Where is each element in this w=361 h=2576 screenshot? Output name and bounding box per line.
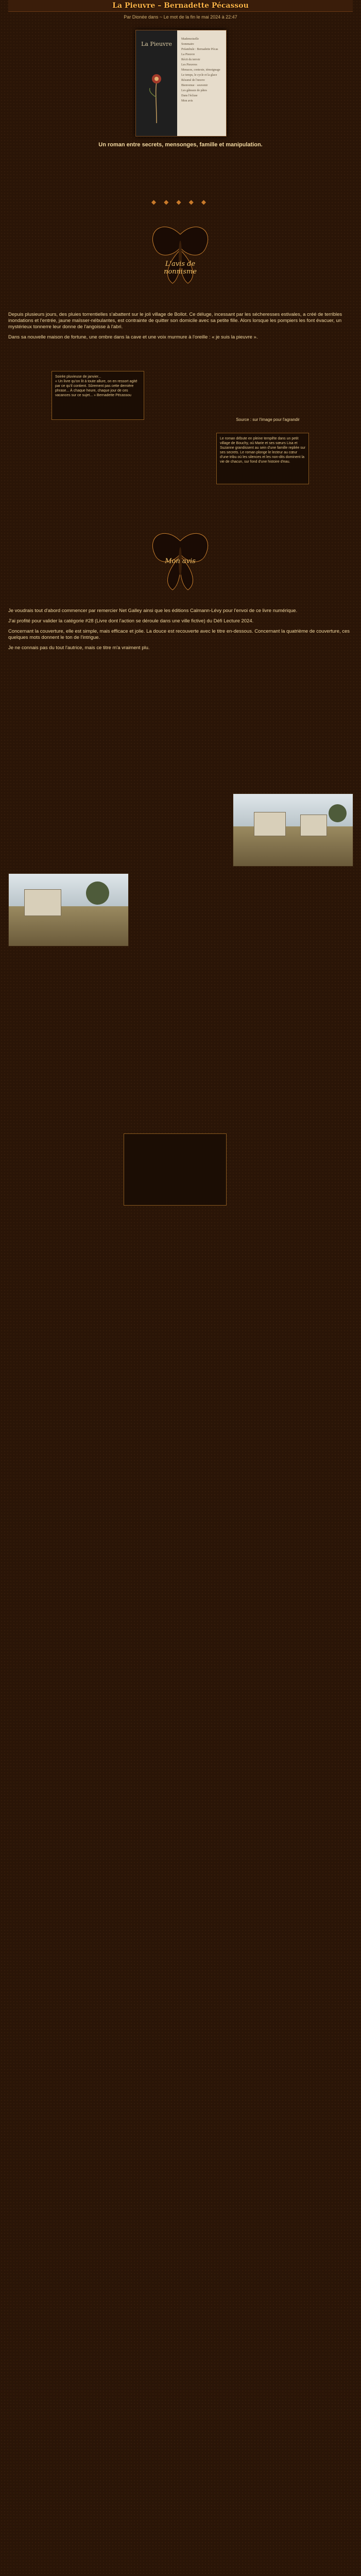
book-title: La Pieuvre [141,41,172,47]
quote-text: Soirée pluvieuse de janvier... « Un livre qu'on lit à toute allure, on en ressort agité par ce qu'il contient. Sûrement pas cette dernière phrase... À chaque heure, chaque jour de ces vacances sur ce sujet... » Bernadette Pécassou [55,375,137,397]
review-paragraph-3: Concernant la couverture, elle est simple, mais efficace et jolie. La douce est recouverte avec le titre en-dessous. Concernant la quatrième de couverture, ces quelques mots donnent le ton de l'intrigue. [8,629,350,640]
book-cover-front [136,30,177,136]
post-meta: Par Dionée dans ~ Le mot de la fin le mai 2024 à 22:47 [124,14,237,20]
toc-item: Menaces, contexte, témoignage [181,69,220,72]
divider-flourish: ◆ ◆ ◆ ◆ ◆ [151,198,210,206]
section-heading-avis: L'avis de nonnisme [164,260,197,276]
photo-house [254,812,286,836]
post-title[interactable]: La Pieuvre – Bernadette Pécassou [112,2,249,10]
review-paragraph-1: Je voudrais tout d'abord commencer par remercier Net Galley ainsi que les éditions Calmann-Lévy pour l'envoi de ce livre numérique. [8,608,298,614]
toc-item: La Pieuvre [181,53,195,56]
toc-item: Bienvenue · souvenir [181,84,208,87]
quote-box-caption: Source : sur l'image pour l'agrandir [236,417,300,422]
review-paragraph-2: J'ai profité pour valider la catégorie #28 (Livre dont l'action se déroule dans une ville fictive) du Défi Lecture 2024. [8,618,254,624]
synopsis-paragraph-2: Dans sa nouvelle maison de fortune, une ombre dans la cave et une voix murmure à l'oreille : « je suis la pieuvre ». [8,334,258,340]
review-section [8,608,353,655]
toc-item: Préambule : Bernadette Pécas [181,48,218,51]
flower-illustration-icon [144,61,169,123]
synopsis-section [8,312,353,345]
photo-water [233,826,353,866]
intro-caption: Un roman entre secrets, mensonges, famille et manipulation. [98,142,263,148]
toc-item: Les gâteaux de pâtes [181,89,207,92]
post-header [8,0,353,12]
synopsis-paragraph-1: Depuis plusieurs jours, des pluies torrentielles s'abattent sur le joli village de Bollot. Ce déluge, incessant par les sécheresses estivales, a créé de terribles inondations et l'entrée, jaune maïsser-nébulantes, est contrainte de quitter son domicile avec sa petite fille. Alors lorsque les pompiers les font évacuer, un mystérieux tonnerre leur donne de l'angoisse à l'abri. [8,312,342,330]
toc-item: Le temps, le cycle et la glace [181,74,217,77]
toc-item: Résumé de l'œuvre [181,79,205,82]
photo-house [300,815,327,836]
quote-box-author [51,371,144,420]
toc-item: Mademoiselle [181,38,199,41]
toc-item: Les Pieuvres [181,63,197,66]
quote-box-lower [124,1133,227,1206]
review-paragraph-4: Je ne connais pas du tout l'autrice, mais ce titre m'a vraiment plu. [8,645,150,651]
toc-item: Dans l'écluse [181,94,198,97]
book-cover-image[interactable] [135,30,227,137]
quote-box-excerpt [216,433,309,484]
excerpt-text: Le roman débute en pleine tempête dans un petit village de Bouchy, où Marie et ses sœurs Lisa et Suzanne grandissent au sein d'une famille repliée sur ses secrets. Le roman plonge le lecteur au cœur d'une tribu où les silences et les non-dits dominent la vie de chacun, sur fond d'une histoire d'eau. [220,437,305,464]
moth-icon [144,219,216,289]
section-heading-mon-avis: Mon avis [165,557,196,565]
photo-house [24,889,61,916]
photo-tree [86,882,109,905]
toc-item: Mon avis [181,99,193,103]
photo-tree [329,804,347,822]
toc-item: Sommaire [181,43,194,46]
flood-photo-2[interactable] [8,873,129,946]
toc-item: Récit du terroir [181,58,200,61]
flood-photo-1[interactable] [233,793,353,867]
book-table-of-contents [181,37,222,104]
